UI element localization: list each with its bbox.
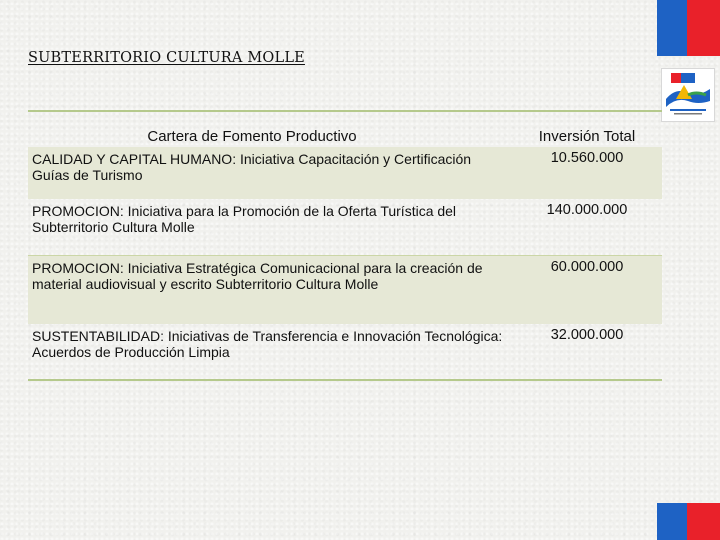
row-amount: 60.000.000	[512, 256, 662, 325]
table-row	[28, 147, 662, 199]
row-description: PROMOCION: Iniciativa para la Promoción de la Oferta Turística del Subterritorio Cultura Molle	[32, 203, 457, 235]
row-amount: 10.560.000	[512, 147, 662, 199]
flag-stripe-top	[657, 0, 720, 56]
header-portfolio: Cartera de Fomento Productivo	[147, 128, 357, 145]
flag-blue-band	[657, 503, 687, 540]
logo-graphic	[662, 69, 714, 121]
flag-stripe-bottom	[657, 503, 720, 540]
flag-red-band	[687, 503, 720, 540]
header-investment: Inversión Total	[538, 128, 636, 145]
table-row	[28, 324, 662, 379]
row-amount: 32.000.000	[550, 327, 624, 343]
row-description: CALIDAD Y CAPITAL HUMANO: Iniciativa Capacitación y Certificación Guías de Turismo	[28, 147, 512, 199]
slide-title: SUBTERRITORIO CULTURA MOLLE	[28, 50, 305, 66]
investment-table	[28, 110, 662, 381]
flag-red-band	[687, 0, 720, 56]
table-row	[28, 199, 662, 256]
row-amount: 140.000.000	[546, 202, 628, 218]
table-bottom-rule	[28, 379, 662, 381]
table-row	[28, 256, 662, 325]
row-description: PROMOCION: Iniciativa Estratégica Comunicacional para la creación de material audiovisual y escrito Subterritorio Cultura Molle	[28, 256, 512, 325]
table-header-row	[28, 112, 662, 147]
regional-government-logo-icon	[661, 68, 715, 122]
row-description: SUSTENTABILIDAD: Iniciativas de Transferencia e Innovación Tecnológica: Acuerdos de Producción Limpia	[32, 328, 503, 360]
flag-blue-band	[657, 0, 687, 56]
